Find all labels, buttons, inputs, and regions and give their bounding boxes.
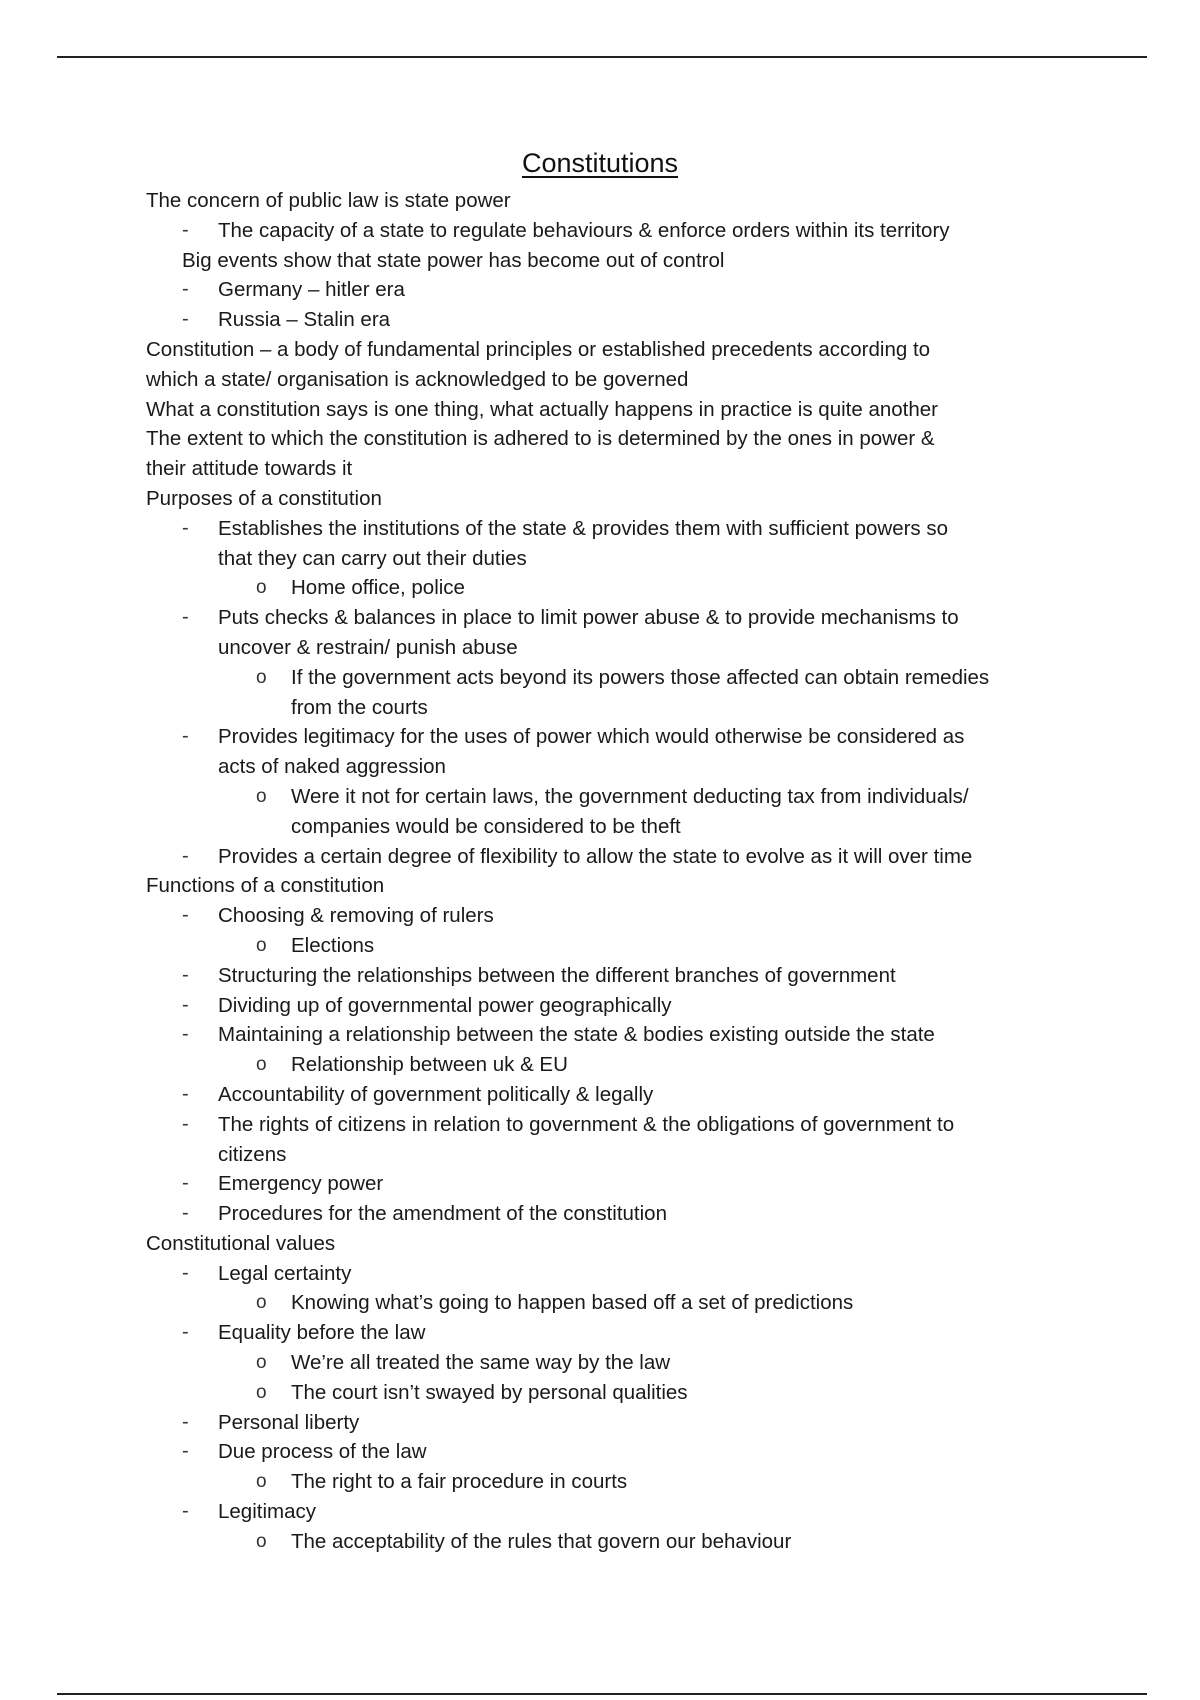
dash-bullet-icon: - (182, 1172, 189, 1195)
circle-bullet-icon: o (256, 666, 267, 688)
dash-bullet-icon: - (182, 606, 189, 629)
text-line (146, 275, 1066, 305)
page-title: Constitutions (521, 148, 679, 178)
text-line (146, 871, 1066, 901)
dash-bullet-icon: - (182, 1321, 189, 1344)
dash-bullet-icon: - (182, 1112, 189, 1135)
dash-bullet-icon: - (182, 516, 189, 539)
line-text: Due process of the law (218, 1440, 427, 1464)
line-text: Accountability of government politically & legally (218, 1082, 654, 1106)
text-line (146, 842, 1066, 872)
text-line (146, 1497, 1066, 1527)
line-text: Were it not for certain laws, the government deducting tax from individuals/ (291, 784, 969, 808)
circle-bullet-icon: o (256, 577, 267, 599)
text-line (146, 365, 1066, 395)
line-text: companies would be considered to be theft (291, 814, 681, 838)
text-line (146, 395, 1066, 425)
line-text: Legal certainty (218, 1261, 352, 1285)
text-line (146, 186, 1066, 216)
dash-bullet-icon: - (182, 844, 189, 867)
line-text: that they can carry out their duties (218, 546, 527, 570)
text-line (146, 454, 1066, 484)
line-text: Constitutional values (146, 1231, 336, 1255)
line-text: Dividing up of governmental power geographically (218, 993, 672, 1017)
line-text: Russia – Stalin era (218, 308, 391, 332)
text-line (146, 812, 1066, 842)
line-text: acts of naked aggression (218, 755, 446, 779)
text-line (146, 1318, 1066, 1348)
line-text: If the government acts beyond its powers those affected can obtain remedies (291, 665, 990, 689)
text-line (146, 514, 1066, 544)
text-line (146, 305, 1066, 335)
text-line (146, 1437, 1066, 1467)
top-rule (57, 56, 1147, 58)
line-text: uncover & restrain/ punish abuse (218, 635, 518, 659)
dash-bullet-icon: - (182, 278, 189, 301)
line-text: Relationship between uk & EU (291, 1053, 568, 1077)
circle-bullet-icon: o (256, 934, 267, 956)
line-text: Elections (291, 933, 375, 957)
line-text: We’re all treated the same way by the law (291, 1351, 671, 1375)
text-line (146, 1288, 1066, 1318)
text-line (146, 722, 1066, 752)
line-text: Maintaining a relationship between the state & bodies existing outside the state (218, 1023, 935, 1047)
circle-bullet-icon: o (256, 1292, 267, 1314)
dash-bullet-icon: - (182, 1261, 189, 1284)
line-text: Emergency power (218, 1172, 384, 1196)
text-line (146, 1408, 1066, 1438)
line-text: Germany – hitler era (218, 278, 405, 302)
line-text: Structuring the relationships between the different branches of government (218, 963, 896, 987)
line-text: which a state/ organisation is acknowledged to be governed (146, 367, 689, 391)
dash-bullet-icon: - (182, 1082, 189, 1105)
line-text: Functions of a constitution (146, 874, 385, 898)
line-text: Constitution – a body of fundamental principles or established precedents according to (146, 337, 931, 361)
text-line (146, 1229, 1066, 1259)
text-line (146, 693, 1066, 723)
line-text: Home office, police (291, 576, 465, 600)
text-line (146, 633, 1066, 663)
text-line (146, 484, 1066, 514)
text-line (146, 1467, 1066, 1497)
circle-bullet-icon: o (256, 1530, 267, 1552)
text-line (146, 1080, 1066, 1110)
line-text: Equality before the law (218, 1321, 426, 1345)
text-line (146, 544, 1066, 574)
text-line (146, 663, 1066, 693)
circle-bullet-icon: o (256, 1471, 267, 1493)
text-line (146, 961, 1066, 991)
dash-bullet-icon: - (182, 218, 189, 241)
dash-bullet-icon: - (182, 1023, 189, 1046)
text-line (146, 1259, 1066, 1289)
text-line (146, 931, 1066, 961)
text-line (146, 752, 1066, 782)
line-text: The acceptability of the rules that govern our behaviour (291, 1529, 792, 1553)
line-text: The extent to which the constitution is adhered to is determined by the ones in power & (146, 427, 935, 451)
line-text: The concern of public law is state power (146, 189, 511, 212)
dash-bullet-icon: - (182, 904, 189, 927)
text-line (146, 1050, 1066, 1080)
dash-bullet-icon: - (182, 963, 189, 986)
text-line (146, 335, 1066, 365)
text-line (146, 1020, 1066, 1050)
text-line (146, 216, 1066, 246)
line-text: Provides a certain degree of flexibility to allow the state to evolve as it will over time (218, 844, 973, 868)
text-line (146, 1110, 1066, 1140)
line-text: their attitude towards it (146, 457, 353, 481)
dash-bullet-icon: - (182, 725, 189, 748)
text-line (146, 782, 1066, 812)
line-text: Puts checks & balances in place to limit power abuse & to provide mechanisms to (218, 606, 959, 630)
text-line (146, 1527, 1066, 1557)
text-line (146, 1378, 1066, 1408)
line-text: Purposes of a constitution (146, 486, 382, 510)
text-line (146, 573, 1066, 603)
bottom-rule (57, 1693, 1147, 1695)
line-text: Personal liberty (218, 1410, 360, 1434)
circle-bullet-icon: o (256, 1054, 267, 1076)
dash-bullet-icon: - (182, 308, 189, 331)
text-line (146, 603, 1066, 633)
text-line (146, 991, 1066, 1021)
text-line (146, 1169, 1066, 1199)
line-text: Knowing what’s going to happen based off a set of predictions (291, 1291, 854, 1315)
text-line (146, 246, 1066, 276)
circle-bullet-icon: o (256, 1352, 267, 1374)
line-text: Provides legitimacy for the uses of power which would otherwise be considered as (218, 725, 965, 749)
line-text: Big events show that state power has become out of control (182, 248, 725, 272)
line-text: What a constitution says is one thing, what actually happens in practice is quite another (146, 397, 938, 421)
line-text: The rights of citizens in relation to government & the obligations of government to (218, 1112, 955, 1136)
line-text: The court isn’t swayed by personal qualities (291, 1380, 688, 1404)
line-text: Procedures for the amendment of the constitution (218, 1202, 667, 1226)
line-text: The capacity of a state to regulate behaviours & enforce orders within its territory (218, 218, 950, 242)
text-line (146, 901, 1066, 931)
dash-bullet-icon: - (182, 1440, 189, 1463)
circle-bullet-icon: o (256, 1381, 267, 1403)
line-text: Legitimacy (218, 1500, 316, 1524)
dash-bullet-icon: - (182, 1410, 189, 1433)
text-line (146, 424, 1066, 454)
line-text: citizens (218, 1142, 287, 1166)
text-line (146, 1140, 1066, 1170)
text-line (146, 1348, 1066, 1378)
line-text: from the courts (291, 695, 428, 719)
circle-bullet-icon: o (256, 785, 267, 807)
dash-bullet-icon: - (182, 993, 189, 1016)
line-text: Establishes the institutions of the state & provides them with sufficient powers so (218, 516, 949, 540)
line-text: The right to a fair procedure in courts (291, 1470, 628, 1494)
dash-bullet-icon: - (182, 1500, 189, 1523)
document-body (146, 186, 1066, 1557)
text-line (146, 1199, 1066, 1229)
line-text: Choosing & removing of rulers (218, 904, 494, 928)
dash-bullet-icon: - (182, 1202, 189, 1225)
